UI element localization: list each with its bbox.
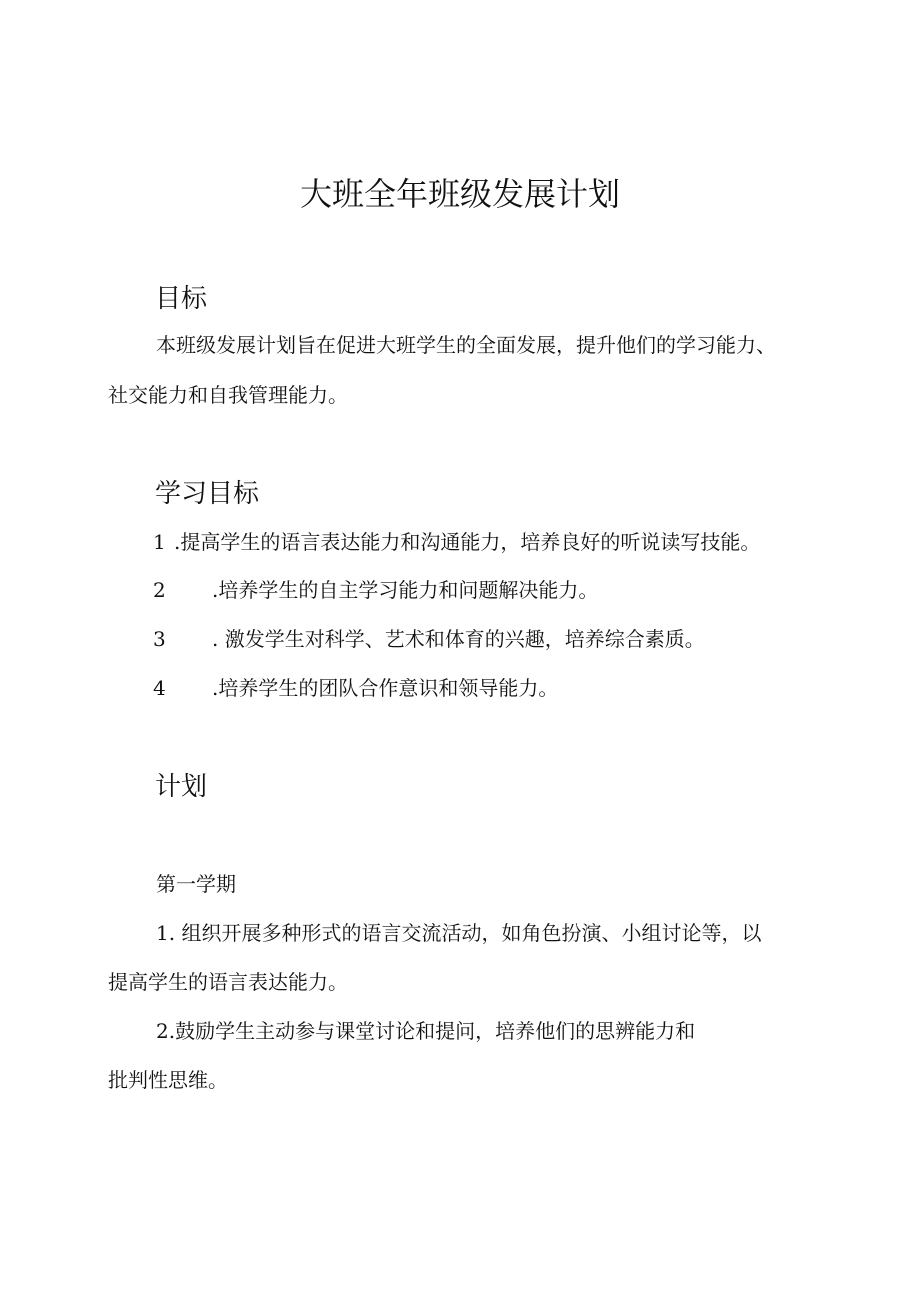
list-item-number: 4 bbox=[153, 676, 166, 700]
section-heading-plan: 计划 bbox=[155, 772, 208, 802]
list-item-number: 2 bbox=[153, 578, 166, 602]
list-item-text: .提高学生的语言表达能力和沟通能力，培养良好的听说读写技能。 bbox=[174, 530, 761, 554]
list-item-text: .培养学生的自主学习能力和问题解决能力。 bbox=[212, 578, 599, 602]
list-item-text: .培养学生的团队合作意识和领导能力。 bbox=[212, 676, 559, 700]
plan-item-2-line-2: 批判性思维。 bbox=[108, 1068, 228, 1092]
document-title: 大班全年班级发展计划 bbox=[299, 175, 620, 213]
list-item-number: 1 bbox=[153, 530, 166, 554]
plan-item-1-line-1: 1. 组织开展多种形式的语言交流活动，如角色扮演、小组讨论等，以 bbox=[156, 921, 762, 945]
list-item-text: . 激发学生对科学、艺术和体育的兴趣，培养综合素质。 bbox=[212, 627, 705, 651]
list-item-number: 3 bbox=[153, 627, 166, 651]
section-heading-goal: 目标 bbox=[155, 284, 208, 314]
goal-paragraph-line-1: 本班级发展计划旨在促进大班学生的全面发展，提升他们的学习能力、 bbox=[156, 333, 776, 357]
term-label: 第一学期 bbox=[156, 872, 236, 896]
plan-item-2-line-1: 2.鼓励学生主动参与课堂讨论和提问，培养他们的思辨能力和 bbox=[156, 1019, 696, 1043]
goal-paragraph-line-2: 社交能力和自我管理能力。 bbox=[108, 383, 348, 407]
section-heading-learning-goals: 学习目标 bbox=[155, 479, 260, 509]
plan-item-1-line-2: 提高学生的语言表达能力。 bbox=[108, 970, 348, 994]
